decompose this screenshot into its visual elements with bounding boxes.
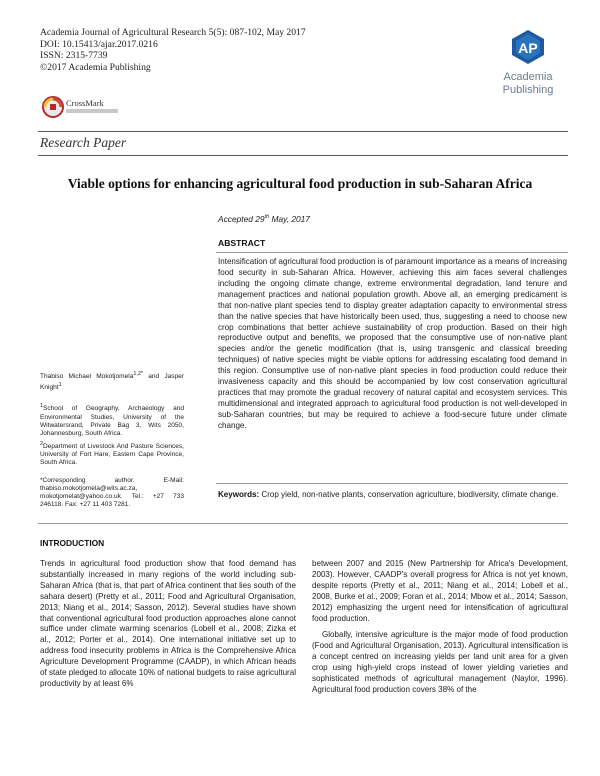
abstract-heading: ABSTRACT [218, 238, 266, 248]
header-rule-bottom [38, 155, 568, 156]
article-type: Research Paper [40, 135, 127, 150]
journal-copyright: ©2017 Academia Publishing [40, 61, 151, 73]
svg-text:AP: AP [518, 40, 538, 56]
affiliation-2 [40, 440, 184, 467]
brand-line2: Publishing [502, 84, 554, 96]
introduction-heading: INTRODUCTION [40, 538, 105, 548]
author-info [40, 370, 184, 509]
author-name-2: and Jasper Knight [40, 373, 185, 392]
intro-column-left [40, 559, 296, 690]
brand-line1: Academia [503, 71, 553, 83]
affiliation-1-text: School of Geography, Archaeology and Environmental Studies, University of the Witwatersrand, Private Bag 3, Wits 2050, Johannesburg, South Africa. [40, 405, 184, 437]
journal-doi: DOI: 10.15413/ajar.2017.0216 [40, 38, 158, 50]
affiliation-1-sup: 1 [40, 403, 44, 410]
author-sup-1: 1,2* [133, 371, 144, 377]
academia-publishing-logo-icon [508, 28, 548, 66]
affiliation-1 [40, 402, 184, 437]
intro-paragraph-2: between 2007 and 2015 (New Partnership for Africa's Development, 2003). However, CAADP's overall progress for Africa is not yet known, despite reports (Pretty et al., 2011; Niang et al., 2014; Lobell et al., 2008, Burke et al., 2009; Foran et al., 2014; Mbow et al., 2014; Sasson, 2012) emphasizing the urgent need for intensification of agricultural food production. [312, 559, 568, 623]
keywords-text: Crop yield, non-native plants, conservation agriculture, biodiversity, climate change. [259, 490, 559, 499]
author-name-1: Thabiso Michael Mokotjomela [40, 373, 134, 381]
keywords [218, 490, 568, 501]
affiliation-2-sup: 2 [40, 440, 44, 447]
section-rule [38, 523, 568, 524]
accepted-post: May, 2017 [269, 214, 310, 224]
intro-column-right [312, 559, 568, 696]
crossmark-label: CrossMark [66, 98, 104, 108]
crossmark-icon [42, 96, 64, 118]
journal-citation: Academia Journal of Agricultural Research 5(5): 087-102, May 2017 [40, 27, 306, 38]
author-names [40, 370, 184, 392]
publisher-logo [488, 28, 568, 97]
crossmark-badge[interactable] [42, 96, 104, 123]
abstract-box [216, 252, 568, 484]
header-rule-top [38, 131, 568, 132]
keywords-label: Keywords: [218, 490, 260, 499]
accepted-sup: th [264, 214, 270, 221]
corresponding-author: *Corresponding author. E-Mail: thabiso.mokotjomela@wits.ac.za, mokotjomelat@yahoo.co.uk. Tel.: +27 733 246118. Fax: +27 11 403 7281. [40, 477, 184, 509]
journal-meta [40, 27, 306, 73]
intro-paragraph-1: Trends in agricultural food production show that food demand has substantially increased in many regions of the world including sub-Saharan Africa (that is, that part of Africa continent that lies south of the sahara desert) (Pretty et al., 2011; Food and Agricultural Organisation, 2013; Niang et al., 2014; Sasson, 2012). Several studies have shown that conventional agricultural food production approaches alone cannot suffice under climate warming scenarios (Lobell et al., 2008; Zizka et al., 2012; Porter et al., 2014). One international initiative set up to address food insecurity problems in Africa is the Comprehensive Africa Agriculture Development Programme (CAADP), in which African heads of state pledged to allocate 10% of national budgets to raise agricultural productivity by at least 6% [40, 559, 296, 688]
author-sup-2: 1 [58, 382, 62, 389]
accepted-pre: Accepted 29 [218, 214, 265, 224]
crossmark-underline [66, 109, 118, 113]
accepted-date [218, 214, 310, 224]
paper-title: Viable options for enhancing agricultural food production in sub-Saharan Africa [67, 176, 533, 191]
affiliation-2-text: Department of Livestock And Pasture Sciences, University of Fort Hare, Eastern Cape Province, South Africa. [40, 442, 184, 467]
intro-paragraph-3: Globally, intensive agriculture is the major mode of food production (Food and Agricultural Organisation, 2013). Agricultural intensification is a concept centred on increasing yields per land unit area for a given crop using high-yield crops instead of lower yielding varieties and sophisticated methods of agricultural management (Naylor, 1996). Agricultural food production covers 38% of the [312, 630, 568, 694]
journal-issn: ISSN: 2315-7739 [40, 50, 108, 62]
abstract-text: Intensification of agricultural food production is of paramount importance as a means of increasing food security in sub-Saharan Africa. However, achieving this aim faces several challenges including the ongoing climate change, extreme environmental degradation, land tenure and management practices and national population growth. Above all, an emerging predicament is that non-native plant species tend to display greater adaptation capacity to environmental stress than the native species that have historically been used, thus, suggesting a need to choose new crop combinations that better achieve sustainability of crop production. Based on their high reproductive output and benefits, we proposed that the consumptive use of non-native plant species and/or the genetic modification (that is, using transgenic and classical breeding techniques) of native species might be viable options for addressing escalating food demand in this region. Consumptive use of non-native plant species in food production could reduce their invasiveness capacity and this should be accompanied by low cost conservation agricultural practices that may promote the gradual recovery of natural capital and ecosystem services. This multidimensional and integrated approach to agricultural food production is not well-developed in sub-Saharan countries, but may be required to achieve a food-secure future under climate change. [218, 257, 567, 430]
